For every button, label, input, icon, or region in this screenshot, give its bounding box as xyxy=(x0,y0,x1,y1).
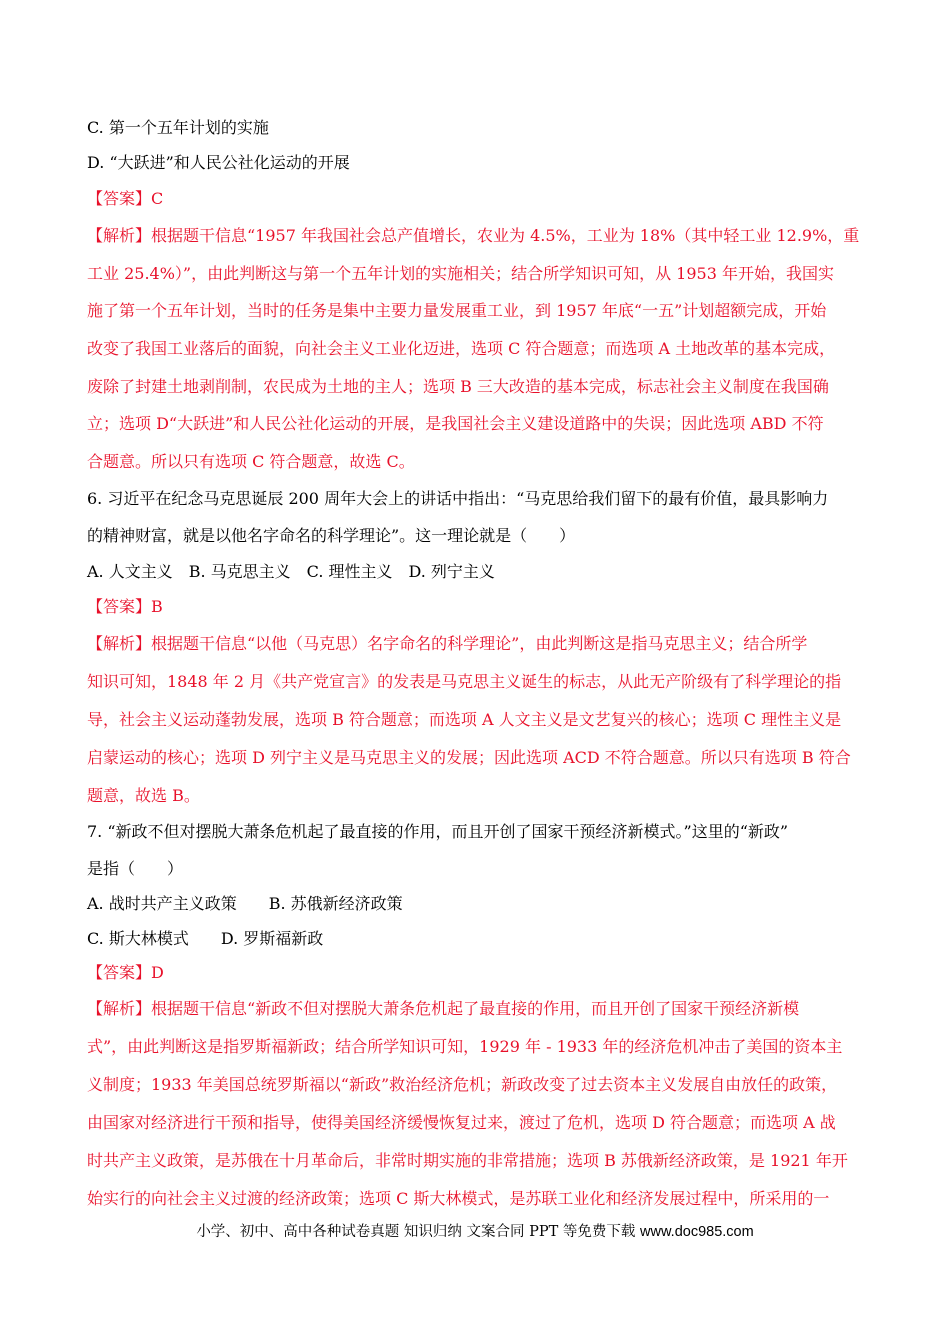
q7-analysis-line: 始实行的向社会主义过渡的经济政策；选项 C 斯大林模式，是苏联工业化和经济发展过程中，所采用的一 xyxy=(87,1189,830,1208)
q6-analysis-line: 【解析】根据题干信息“以他（马克思）名字命名的科学理论”，由此判断这是指马克思主义；结合所学 xyxy=(87,634,808,653)
q7-options-cd: C. 斯大林模式 D. 罗斯福新政 xyxy=(87,929,324,948)
q7-stem-line: 是指（ ） xyxy=(87,859,184,878)
q7-analysis-line: 由国家对经济进行干预和指导，使得美国经济缓慢恢复过来，渡过了危机，选项 D 符合题意；而选项 A 战 xyxy=(87,1113,836,1132)
q7-options-ab: A. 战时共产主义政策 B. 苏俄新经济政策 xyxy=(87,894,403,913)
q6-answer: 【答案】B xyxy=(87,597,163,616)
q5-analysis-line: 【解析】根据题干信息“1957 年我国社会总产值增长，农业为 4.5%，工业为 18%（其中轻工业 12.9%，重 xyxy=(87,226,860,245)
q5-answer: 【答案】C xyxy=(87,189,164,208)
q5-analysis-line: 合题意。所以只有选项 C 符合题意，故选 C。 xyxy=(87,452,415,471)
q7-analysis-line: 【解析】根据题干信息“新政不但对摆脱大萧条危机起了最直接的作用，而且开创了国家干预经济新模 xyxy=(87,999,800,1018)
q5-option-c: C. 第一个五年计划的实施 xyxy=(87,118,269,137)
footer-url-link[interactable]: www.doc985.com xyxy=(640,1224,754,1240)
q7-analysis-line: 时共产主义政策，是苏俄在十月革命后，非常时期实施的非常措施；选项 B 苏俄新经济政策，是 1921 年开 xyxy=(87,1151,848,1170)
q5-analysis-line: 立；选项 D“大跃进”和人民公社化运动的开展，是我国社会主义建设道路中的失误；因此选项 ABD 不符 xyxy=(87,414,824,433)
q6-stem-line: 的精神财富，就是以他名字命名的科学理论”。这一理论就是（ ） xyxy=(87,526,576,545)
q6-stem-line: 6. 习近平在纪念马克思诞辰 200 周年大会上的讲话中指出：“马克思给我们留下的最有价值，最具影响力 xyxy=(87,489,829,508)
q5-option-d: D. “大跃进”和人民公社化运动的开展 xyxy=(87,153,350,172)
q5-analysis-line: 工业 25.4%）”，由此判断这与第一个五年计划的实施相关；结合所学知识可知，从 1953 年开始，我国实 xyxy=(87,264,834,283)
q6-analysis-line: 启蒙运动的核心；选项 D 列宁主义是马克思主义的发展；因此选项 ACD 不符合题意。所以只有选项 B 符合 xyxy=(87,748,851,767)
q7-stem-line: 7. “新政不但对摆脱大萧条危机起了最直接的作用，而且开创了国家干预经济新模式。”这里的“新政” xyxy=(87,822,789,841)
footer-text: 小学、初中、高中各种试卷真题 知识归纳 文案合同 PPT 等免费下载 xyxy=(196,1224,641,1240)
q5-analysis-line: 废除了封建土地剥削制，农民成为土地的主人；选项 B 三大改造的基本完成，标志社会主义制度在我国确 xyxy=(87,377,829,396)
q6-analysis-line: 导，社会主义运动蓬勃发展，选项 B 符合题意；而选项 A 人文主义是文艺复兴的核心；选项 C 理性主义是 xyxy=(87,710,842,729)
q5-analysis-line: 施了第一个五年计划，当时的任务是集中主要力量发展重工业，到 1957 年底“一五”计划超额完成，开始 xyxy=(87,301,827,320)
q7-analysis-line: 义制度；1933 年美国总统罗斯福以“新政”救治经济危机；新政改变了过去资本主义发展自由放任的政策， xyxy=(87,1075,838,1094)
q6-options: A. 人文主义 B. 马克思主义 C. 理性主义 D. 列宁主义 xyxy=(87,562,495,581)
q6-analysis-line: 知识可知，1848 年 2 月《共产党宣言》的发表是马克思主义诞生的标志，从此无产阶级有了科学理论的指 xyxy=(87,672,842,691)
q7-analysis-line: 式”，由此判断这是指罗斯福新政；结合所学知识可知，1929 年 - 1933 年的经济危机冲击了美国的资本主 xyxy=(87,1037,843,1056)
page-footer xyxy=(0,1222,950,1242)
q6-analysis-line: 题意，故选 B。 xyxy=(87,786,200,805)
q7-answer: 【答案】D xyxy=(87,963,164,982)
q5-analysis-line: 改变了我国工业落后的面貌，向社会主义工业化迈进，选项 C 符合题意；而选项 A 土地改革的基本完成， xyxy=(87,339,836,358)
